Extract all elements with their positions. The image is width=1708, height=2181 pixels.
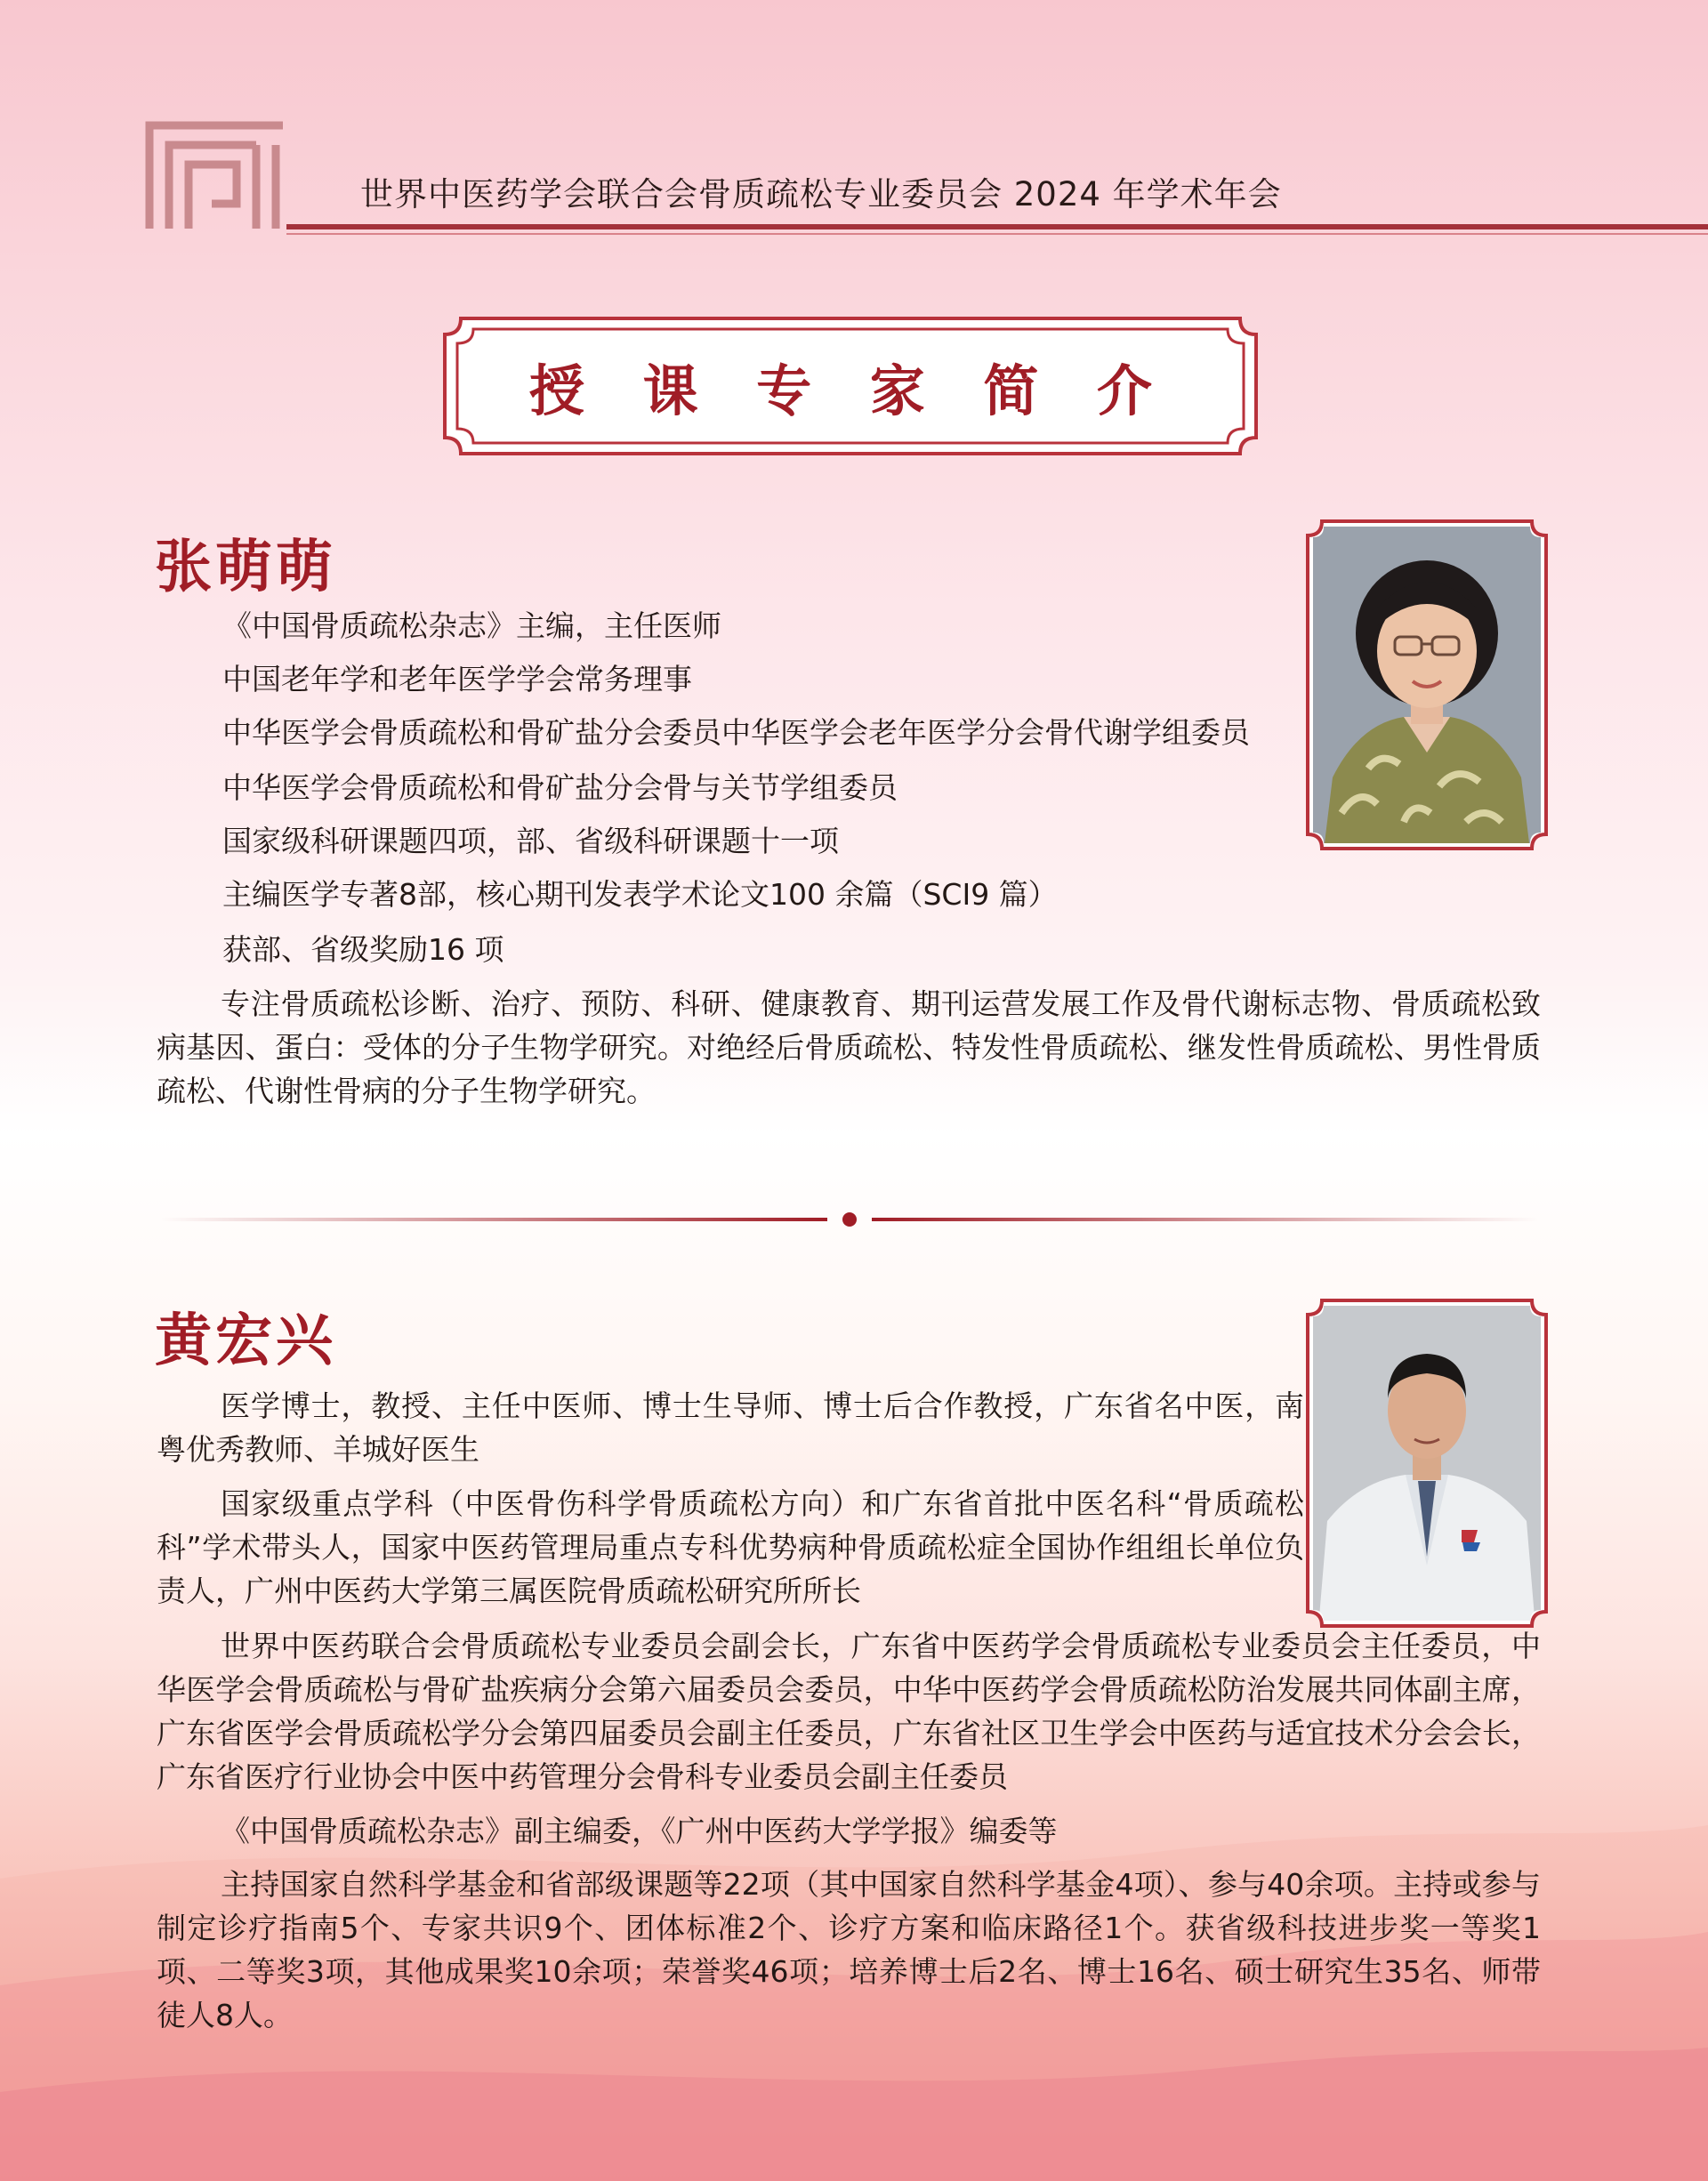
section-divider [160,1206,1539,1233]
expert2-paragraph-1: 医学博士，教授、主任中医师、博士生导师、博士后合作教授，广东省名中医，南粤优秀教师、羊城好医生 [157,1388,1304,1467]
expert2-photo [1306,1299,1548,1628]
header-rule-thin [286,233,1708,235]
expert2-name: 黄宏兴 [155,1308,336,1374]
expert1-line: 国家级科研课题四项，部、省级科研课题十一项 [222,824,839,858]
header-title: 世界中医药学会联合会骨质疏松专业委员会 2024 年学术年会 [360,175,1282,213]
expert1-research-paragraph: 专注骨质疏松诊断、治疗、预防、科研、健康教育、期刊运营发展工作及骨代谢标志物、骨质疏松致病基因、蛋白：受体的分子生物学研究。对绝经后骨质疏松、特发性骨质疏松、继发性骨质疏松、男性骨质疏松、代谢性骨病的分子生物学研究。 [157,986,1541,1108]
expert1-line: 主编医学专著8部，核心期刊发表学术论文100 余篇（SCI9 篇） [222,877,1058,912]
expert1-photo [1306,519,1548,850]
expert1-name: 张萌萌 [155,535,336,600]
expert1-line: 中华医学会骨质疏松和骨矿盐分会委员中华医学会老年医学分会骨代谢学组委员 [222,715,1250,750]
expert2-paragraph-2: 国家级重点学科（中医骨伤科学骨质疏松方向）和广东省首批中医名科“骨质疏松科”学术带头人，国家中医药管理局重点专科优势病种骨质疏松症全国协作组组长单位负责人，广州中医药大学第三属医院骨质疏松研究所所长 [157,1486,1304,1608]
expert2-paragraph-3: 世界中医药联合会骨质疏松专业委员会副会长，广东省中医药学会骨质疏松专业委员会主任委员，中华医学会骨质疏松与骨矿盐疾病分会第六届委员会委员，中华中医药学会骨质疏松防治发展共同体副主席，广东省医学会骨质疏松学分会第四届委员会副主任委员，广东省社区卫生学会中医药与适宜技术分会会长，广东省医疗行业协会中医中药管理分会骨科专业委员会副主任委员 [157,1629,1541,1794]
expert1-line: 中国老年学和老年医学学会常务理事 [222,662,692,696]
expert1-line: 获部、省级奖励16 项 [222,932,504,967]
section-title: 授 课 专 家 简 介 [529,358,1172,423]
expert2-paragraph-5: 主持国家自然科学基金和省部级课题等22项（其中国家自然科学基金4项）、参与40余项。主持或参与制定诊疗指南5个、专家共识9个、团体标准2个、诊疗方案和临床路径1个。获省级科技进步奖一等奖1项、二等奖3项，其他成果奖10余项；荣誉奖46项；培养博士后2名、博士16名、硕士研究生35名、师带徒人8人。 [157,1867,1541,2032]
header-rule [286,224,1708,229]
expert2-paragraph-4: 《中国骨质疏松杂志》副主编委，《广州中医药大学学报》编委等 [221,1814,1058,1848]
expert1-line: 《中国骨质疏松杂志》主编，主任医师 [222,608,721,643]
expert1-line: 中华医学会骨质疏松和骨矿盐分会骨与关节学组委员 [222,770,898,805]
meander-ornament [142,118,286,236]
